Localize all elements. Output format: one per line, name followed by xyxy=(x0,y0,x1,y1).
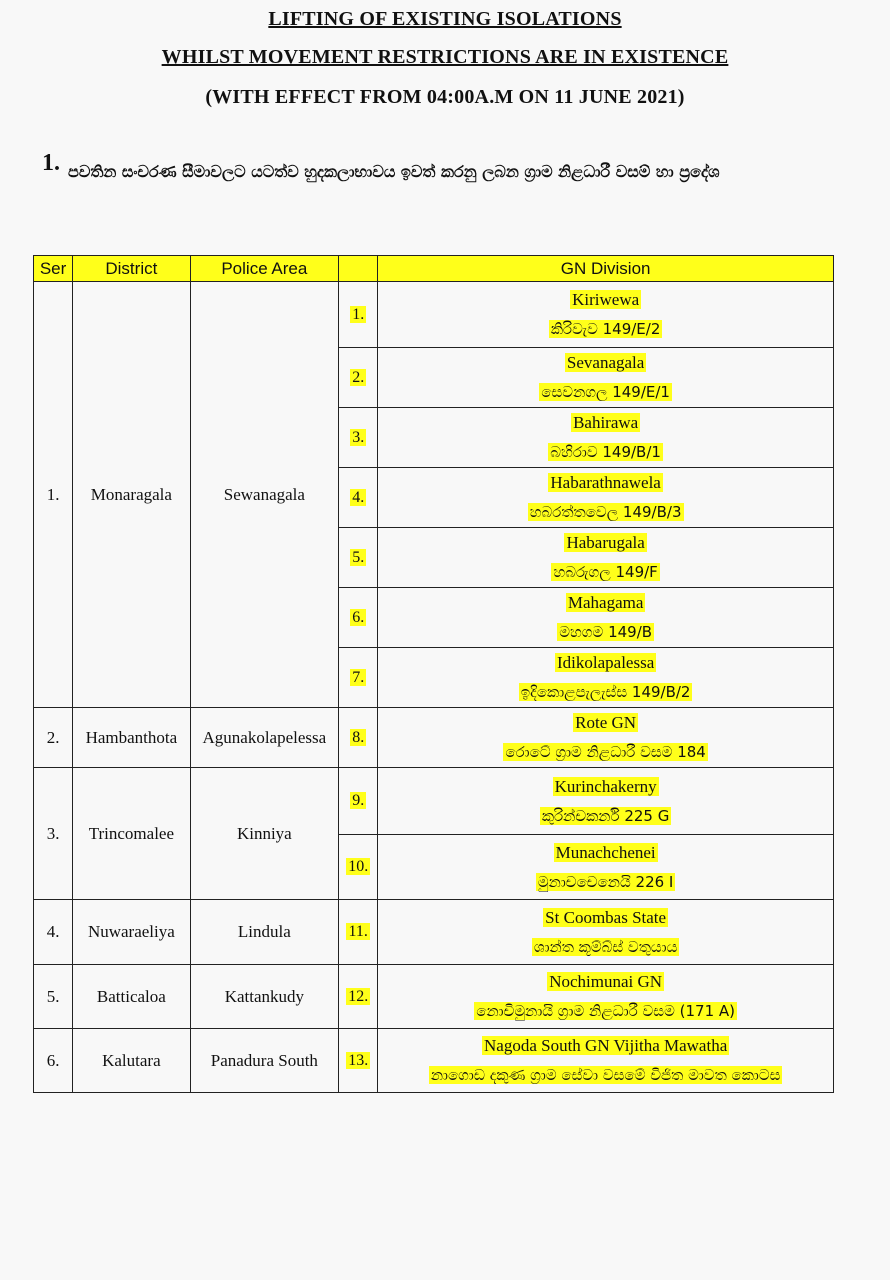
district-cell: Monaragala xyxy=(73,282,190,708)
gn-division-cell xyxy=(378,648,834,708)
district-cell: Nuwaraeliya xyxy=(73,900,190,965)
row-number: 8. xyxy=(352,728,365,746)
gn-local-name: මහගම 149/B xyxy=(559,623,653,641)
header-num xyxy=(339,256,378,282)
ser-cell: 3. xyxy=(34,768,73,900)
gn-division-cell xyxy=(378,408,834,468)
row-number: 12. xyxy=(348,987,369,1005)
row-number-cell xyxy=(339,468,378,528)
row-number-cell xyxy=(339,408,378,468)
table-row xyxy=(34,900,834,965)
gn-division-cell xyxy=(378,965,834,1029)
table-row xyxy=(34,708,834,768)
table-row xyxy=(34,282,834,348)
gn-division-cell xyxy=(378,708,834,768)
gn-name: Sevanagala xyxy=(566,353,645,372)
row-number: 2. xyxy=(352,368,365,386)
header-police-area: Police Area xyxy=(190,256,339,282)
row-number-cell xyxy=(339,835,378,900)
gn-division-cell xyxy=(378,900,834,965)
row-number: 6. xyxy=(352,608,365,626)
gn-division-cell xyxy=(378,348,834,408)
row-number-cell xyxy=(339,768,378,835)
district-cell: Kalutara xyxy=(73,1029,190,1093)
row-number: 11. xyxy=(348,923,368,940)
section-number: 1. xyxy=(42,150,60,176)
row-number-cell xyxy=(339,648,378,708)
gn-name: Rote GN xyxy=(575,713,637,732)
gn-local-name: ශාන්ත කූම්බ්ස් වතුයාය xyxy=(533,937,678,956)
row-number: 7. xyxy=(352,668,365,686)
gn-division-cell xyxy=(378,282,834,348)
gn-local-name: ඉදිකොළපැලැස්ස 149/B/2 xyxy=(520,683,691,701)
gn-local-name: කිරිවැව 149/E/2 xyxy=(550,320,661,338)
gn-local-name: හබරත්තවෙල 149/B/3 xyxy=(529,503,682,521)
gn-local-name: නොචිමුනායි ග්‍රාම නිළධාරී වසම (171 A) xyxy=(476,1002,736,1020)
row-number-cell xyxy=(339,1029,378,1093)
gn-name: Bahirawa xyxy=(573,413,639,432)
police-area-cell: Sewanagala xyxy=(190,282,339,708)
row-number: 4. xyxy=(352,488,365,506)
table-header-row xyxy=(34,256,834,282)
gn-name: Habarathnawela xyxy=(550,473,661,492)
gn-name: Mahagama xyxy=(567,593,644,612)
row-number: 1. xyxy=(352,305,365,323)
police-area-cell: Kinniya xyxy=(190,768,339,900)
row-number: 13. xyxy=(348,1051,369,1069)
gn-local-name: බහිරාව 149/B/1 xyxy=(550,443,661,461)
gn-division-cell xyxy=(378,588,834,648)
row-number: 3. xyxy=(352,428,365,446)
gn-name: Kurinchakerny xyxy=(554,776,657,796)
police-area-cell: Agunakolapelessa xyxy=(190,708,339,768)
table-row xyxy=(34,1029,834,1093)
gn-division-cell xyxy=(378,528,834,588)
gn-division-cell xyxy=(378,1029,834,1093)
police-area-cell: Panadura South xyxy=(190,1029,339,1093)
ser-cell: 1. xyxy=(34,282,73,708)
gn-name: Kiriwewa xyxy=(572,290,640,309)
row-number-cell xyxy=(339,900,378,965)
table-row xyxy=(34,965,834,1029)
gn-name: Nochimunai GN xyxy=(549,972,663,991)
gn-division-cell xyxy=(378,768,834,835)
gn-division-cell xyxy=(378,835,834,900)
header-gn-division: GN Division xyxy=(378,256,834,282)
gn-name: St Coombas State xyxy=(545,907,667,927)
gn-name: Nagoda South GN Vijitha Mawatha xyxy=(484,1036,728,1055)
district-cell: Batticaloa xyxy=(73,965,190,1029)
police-area-cell: Lindula xyxy=(190,900,339,965)
row-number: 9. xyxy=(352,792,365,809)
table-row xyxy=(34,768,834,835)
ser-cell: 6. xyxy=(34,1029,73,1093)
section-heading: පවතින සංචරණ සීමාවලට යටත්ව හුදකලාභාවය ඉවත් කරනු ලබන ග්‍රාම නිළධාරී වසම් හා ප්‍රදේශ xyxy=(68,162,720,181)
row-number-cell xyxy=(339,708,378,768)
gn-local-name: නාගොඩ දකුණ ග්‍රාම සේවා වසමේ විජිත මාවත කොටස xyxy=(430,1066,781,1084)
row-number: 10. xyxy=(348,858,369,875)
gn-local-name: රොටේ ග්‍රාම නිළධාරී වසම 184 xyxy=(505,743,706,761)
row-number-cell xyxy=(339,348,378,408)
gn-division-cell xyxy=(378,468,834,528)
gn-division-table xyxy=(33,255,834,1093)
gn-local-name: සෙවනගල 149/E/1 xyxy=(541,383,670,401)
title-line-2: WHILST MOVEMENT RESTRICTIONS ARE IN EXISTENCE xyxy=(161,46,729,68)
gn-name: Idikolapalessa xyxy=(557,653,655,672)
header-district: District xyxy=(73,256,190,282)
title-line-1: LIFTING OF EXISTING ISOLATIONS xyxy=(268,8,622,30)
ser-cell: 4. xyxy=(34,900,73,965)
district-cell: Trincomalee xyxy=(73,768,190,900)
district-cell: Hambanthota xyxy=(73,708,190,768)
row-number-cell xyxy=(339,528,378,588)
ser-cell: 5. xyxy=(34,965,73,1029)
gn-local-name: මුනාචචෙනෙයි 226 I xyxy=(537,872,674,891)
row-number-cell xyxy=(339,588,378,648)
row-number-cell xyxy=(339,965,378,1029)
header-ser: Ser xyxy=(34,256,73,282)
gn-local-name: හබරුගල 149/F xyxy=(553,563,658,581)
ser-cell: 2. xyxy=(34,708,73,768)
title-line-3: (WITH EFFECT FROM 04:00A.M ON 11 JUNE 2021) xyxy=(205,86,685,108)
police-area-cell: Kattankudy xyxy=(190,965,339,1029)
gn-name: Habarugala xyxy=(566,533,645,552)
gn-local-name: කුරින්චකර්නි 225 G xyxy=(541,806,670,825)
gn-name: Munachchenei xyxy=(555,842,656,862)
row-number: 5. xyxy=(352,548,365,566)
row-number-cell xyxy=(339,282,378,348)
